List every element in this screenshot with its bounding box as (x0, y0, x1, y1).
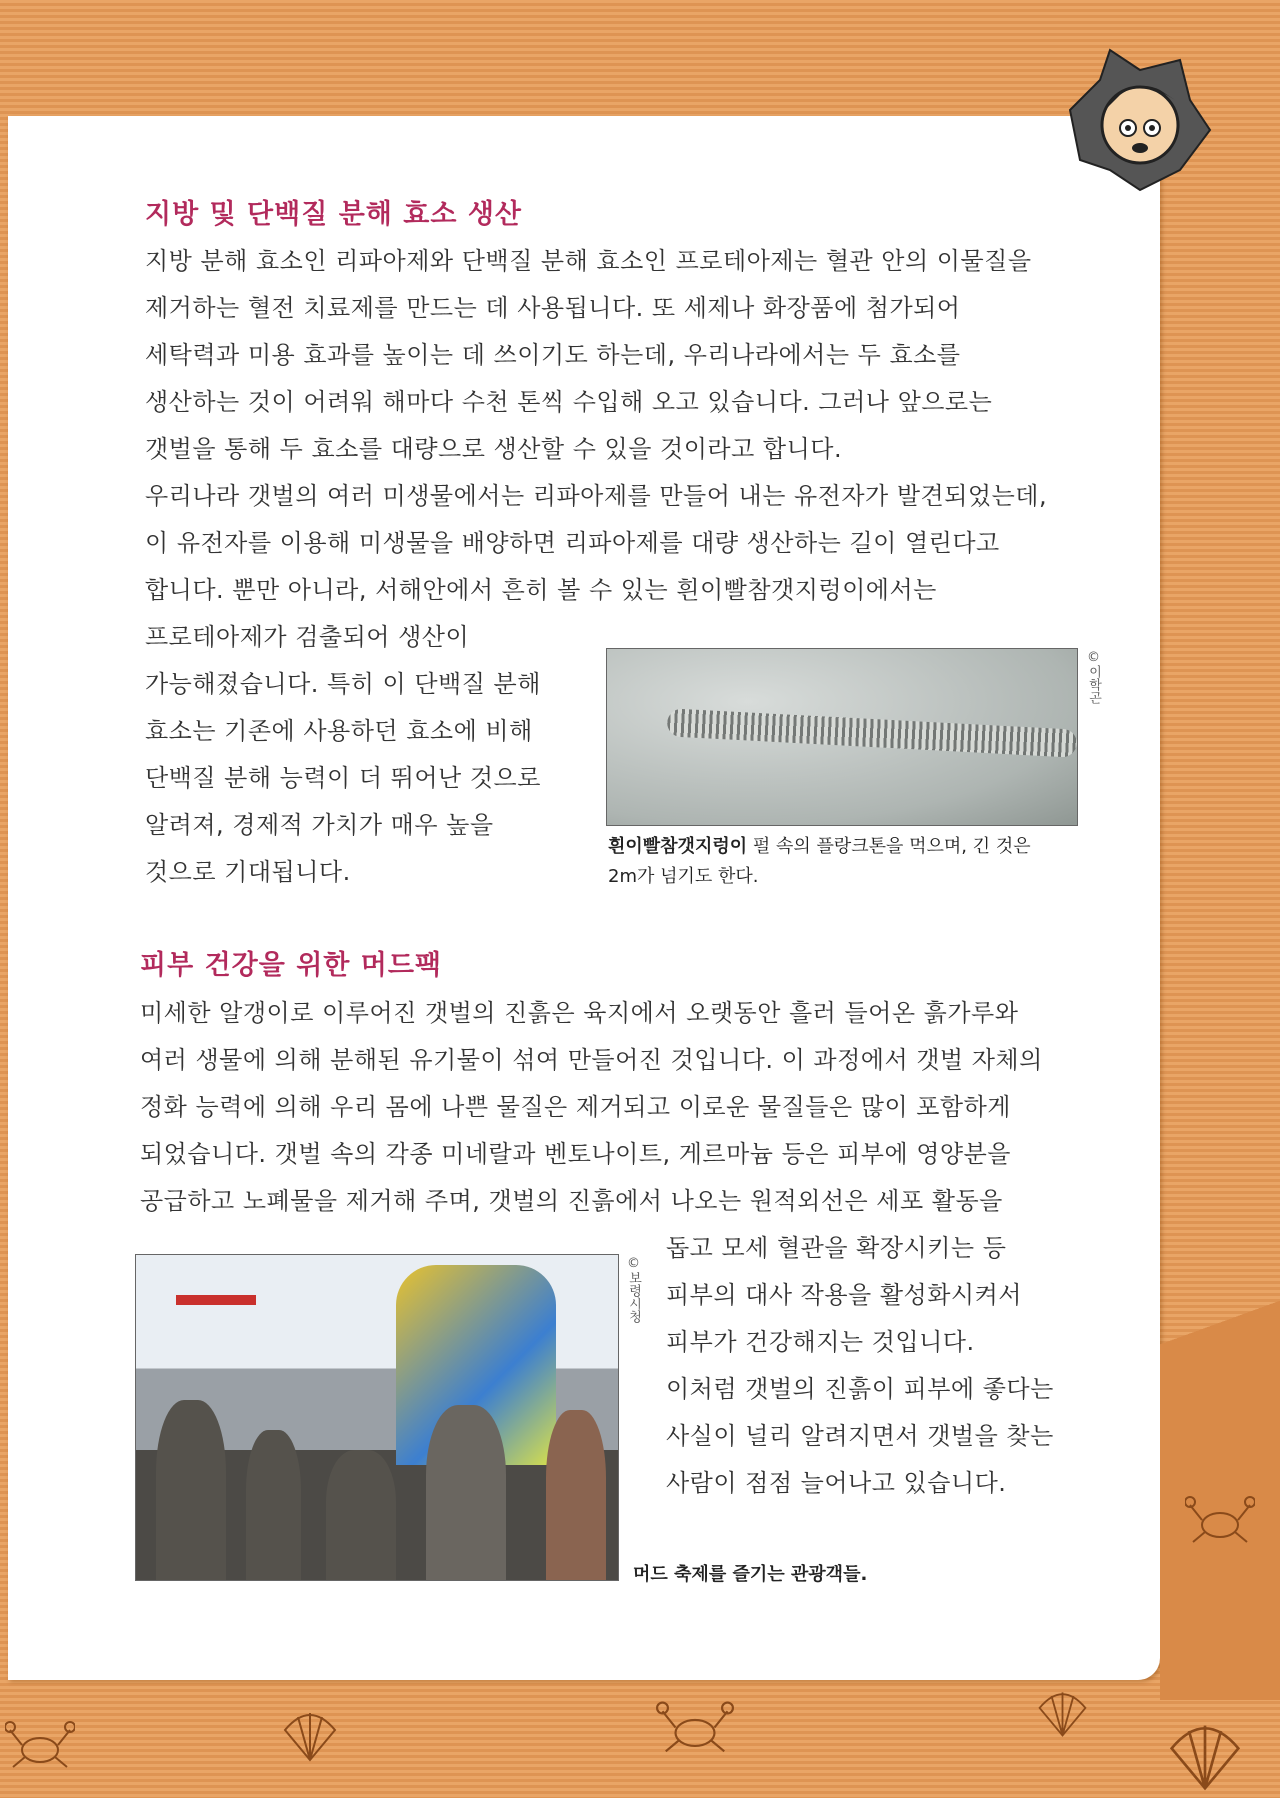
shell-icon (1165, 1715, 1245, 1795)
text-line: 프로테아제가 검출되어 생산이 (145, 623, 470, 651)
person-shape (546, 1410, 606, 1580)
crab-icon (655, 1695, 735, 1760)
text-line: 정화 능력에 의해 우리 몸에 나쁜 물질은 제거되고 이로운 물질들은 많이 포함하게 (140, 1093, 1011, 1121)
person-shape (326, 1450, 396, 1580)
text-line: 미세한 알갱이로 이루어진 갯벌의 진흙은 육지에서 오랫동안 흘러 들어온 흙가루와 (140, 999, 1019, 1027)
shell-icon (280, 1705, 340, 1765)
photo-credit: ©보령시청 (626, 1256, 641, 1323)
text-line: 가능해졌습니다. 특히 이 단백질 분해 (145, 670, 541, 698)
text-line: 제거하는 혈전 치료제를 만드는 데 사용됩니다. 또 세제나 화장품에 첨가되어 (145, 294, 961, 322)
tower-shape (176, 1295, 256, 1305)
worm-shape (667, 708, 1078, 757)
person-shape (156, 1400, 226, 1580)
worm-caption (608, 832, 1031, 892)
text-line: 되었습니다. 갯벌 속의 각종 미네랄과 벤토나이트, 게르마늄 등은 피부에 영양분을 (140, 1140, 1011, 1168)
text-line: 효소는 기존에 사용하던 효소에 비해 (145, 717, 533, 745)
caption-text: 2m가 넘기도 한다. (608, 866, 759, 887)
photo-credit: ©이학곤 (1086, 650, 1101, 704)
section-heading-enzymes: 지방 및 단백질 분해 효소 생산 (145, 199, 522, 230)
text-line: 알려져, 경제적 가치가 매우 높을 (145, 811, 494, 839)
person-shape (426, 1405, 506, 1580)
text-line: 갯벌을 통해 두 효소를 대량으로 생산할 수 있을 것이라고 합니다. (145, 435, 843, 463)
text-line: 여러 생물에 의해 분해된 유기물이 섞여 만들어진 것입니다. 이 과정에서 갯벌 자체의 (140, 1046, 1043, 1074)
text-line: 지방 분해 효소인 리파아제와 단백질 분해 효소인 프로테아제는 혈관 안의 이물질을 (145, 247, 1032, 275)
text-line: 것으로 기대됩니다. (145, 858, 351, 886)
text-line: 우리나라 갯벌의 여러 미생물에서는 리파아제를 만들어 내는 유전자가 발견되었는데, (145, 482, 1048, 510)
section-heading-mudpack: 피부 건강을 위한 머드팩 (140, 950, 443, 981)
text-line: 공급하고 노폐물을 제거해 주며, 갯벌의 진흙에서 나오는 원적외선은 세포 활동을 (140, 1187, 1003, 1215)
text-line: 세탁력과 미용 효과를 높이는 데 쓰이기도 하는데, 우리나라에서는 두 효소를 (145, 341, 961, 369)
paragraph-mudpack (140, 990, 1043, 1225)
person-shape (246, 1430, 301, 1580)
worm-photo (606, 648, 1078, 826)
text-line: 합니다. 뿐만 아니라, 서해안에서 흔히 볼 수 있는 흰이빨참갯지렁이에서는 (145, 576, 937, 604)
text-line: 생산하는 것이 어려워 해마다 수천 톤씩 수입해 오고 있습니다. 그러나 앞으로는 (145, 388, 993, 416)
caption-bold: 흰이빨참갯지렁이 (608, 836, 748, 857)
text-line: 단백질 분해 능력이 더 뛰어난 것으로 (145, 764, 541, 792)
shell-icon (1035, 1685, 1090, 1740)
caption-text: 펄 속의 플랑크톤을 먹으며, 긴 것은 (747, 836, 1031, 857)
text-line: 사람이 점점 늘어나고 있습니다. (666, 1469, 1007, 1497)
text-line: 이 유전자를 이용해 미생물을 배양하면 리파아제를 대량 생산하는 길이 열린다고 (145, 529, 1000, 557)
text-line: 사실이 널리 알려지면서 갯벌을 찾는 (666, 1422, 1054, 1450)
crab-icon (1185, 1490, 1255, 1550)
text-line: 이처럼 갯벌의 진흙이 피부에 좋다는 (666, 1375, 1054, 1403)
text-line: 돕고 모세 혈관을 확장시키는 등 (666, 1234, 1007, 1262)
crab-icon (5, 1715, 75, 1775)
paragraph-mudpack-continued (666, 1225, 1054, 1507)
mud-caption: 머드 축제를 즐기는 관광객들. (633, 1564, 868, 1585)
text-line: 피부가 건강해지는 것입니다. (666, 1328, 975, 1356)
mud-festival-photo (135, 1254, 619, 1581)
cartoon-character-icon (1050, 40, 1220, 210)
text-line: 피부의 대사 작용을 활성화시켜서 (666, 1281, 1022, 1309)
